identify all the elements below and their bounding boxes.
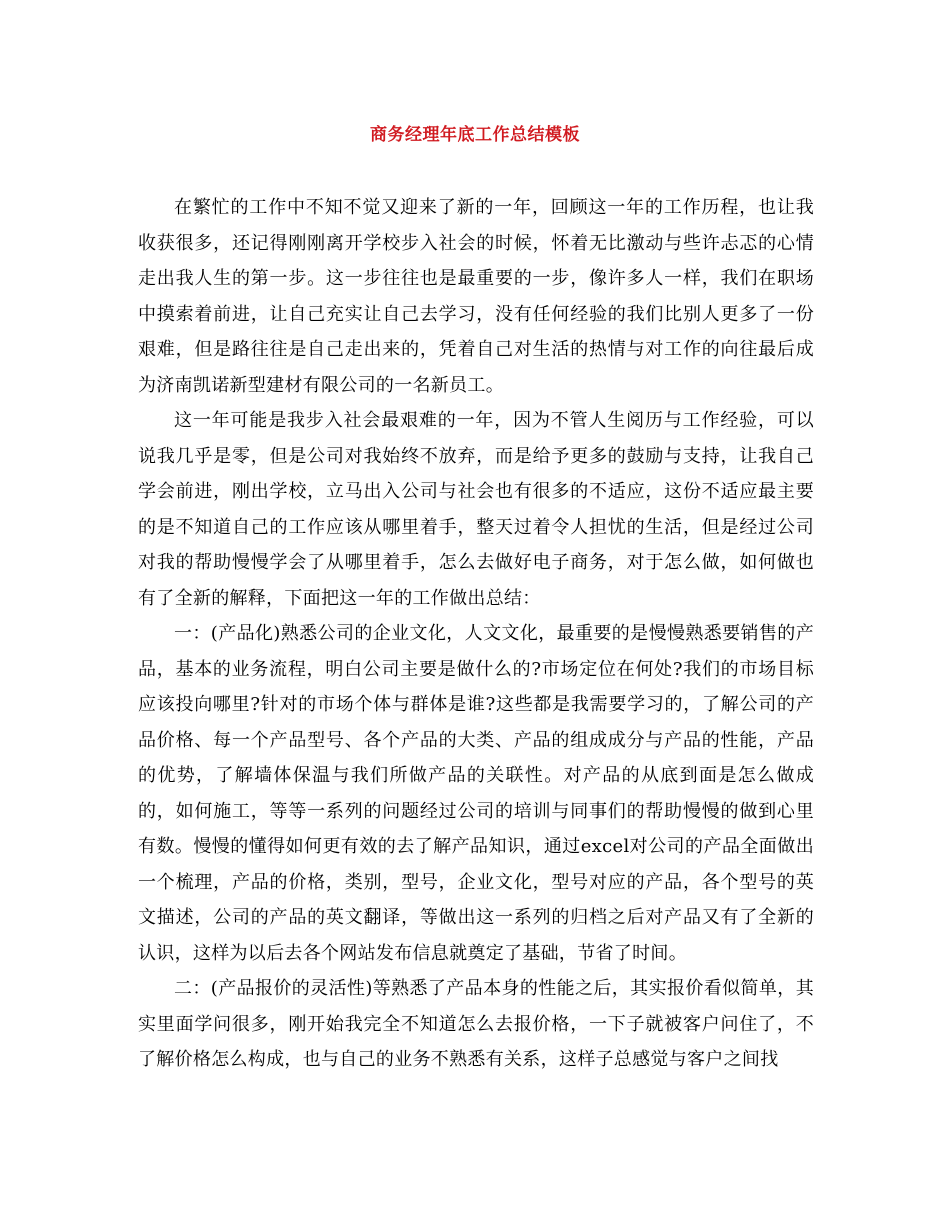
paragraph-first-year: 这一年可能是我步入社会最艰难的一年，因为不管人生阅历与工作经验，可以说我几乎是零，但是公司对我始终不放弃，而是给予更多的鼓励与支持，让我自己学会前进，刚出学校，立马出入公司与社会也有很多的不适应，这份不适应最主要的是不知道自己的工作应该从哪里着手，整天过着令人担忧的生活，但是经过公司对我的帮助慢慢学会了从哪里着手，怎么去做好电子商务，对于怎么做，如何做也有了全新的解释，下面把这一年的工作做出总结： — [138, 410, 814, 609]
document-body — [138, 190, 814, 1078]
paragraph-product-knowledge: 一：(产品化)熟悉公司的企业文化，人文文化，最重要的是慢慢熟悉要销售的产品，基本的业务流程，明白公司主要是做什么的?市场定位在何处?我们的市场目标应该投向哪里?针对的市场个体与群体是谁?这些都是我需要学习的，了解公司的产品价格、每一个产品型号、各个产品的大类、产品的组成成分与产品的性能，产品的优势，了解墙体保温与我们所做产品的关联性。对产品的从底到面是怎么做成的，如何施工，等等一系列的问题经过公司的培训与同事们的帮助慢慢的做到心里有数。慢慢的懂得如何更有效的去了解产品知识，通过excel对公司的产品全面做出一个梳理，产品的价格，类别，型号，企业文化，型号对应的产品，各个型号的英文描述，公司的产品的英文翻译，等做出这一系列的归档之后对产品又有了全新的认识，这样为以后去各个网站发布信息就奠定了基础，节省了时间。 — [138, 623, 814, 964]
paragraph-intro: 在繁忙的工作中不知不觉又迎来了新的一年，回顾这一年的工作历程，也让我收获很多，还记得刚刚离开学校步入社会的时候，怀着无比激动与些许忐忑的心情走出我人生的第一步。这一步往往也是最重要的一步，像许多人一样，我们在职场中摸索着前进，让自己充实让自己去学习，没有任何经验的我们比别人更多了一份艰难，但是路往往是自己走出来的，凭着自己对生活的热情与对工作的向往最后成为济南凯诺新型建材有限公司的一名新员工。 — [138, 197, 814, 396]
paragraph-pricing: 二：(产品报价的灵活性)等熟悉了产品本身的性能之后，其实报价看似简单，其实里面学问很多，刚开始我完全不知道怎么去报价格，一下子就被客户问住了，不了解价格怎么构成，也与自己的业务不熟悉有关系，这样子总感觉与客户之间找 — [138, 978, 814, 1070]
document-title: 商务经理年底工作总结模板 — [370, 125, 580, 145]
